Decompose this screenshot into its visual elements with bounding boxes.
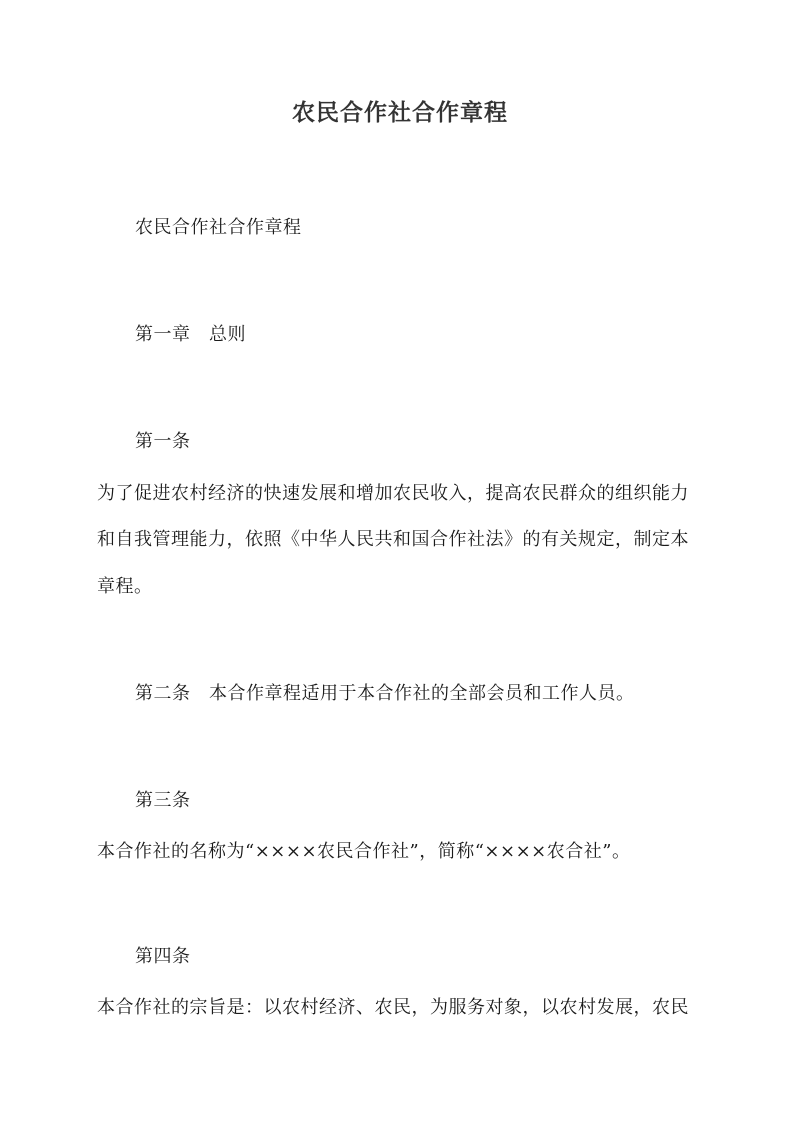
- article-1-text-line-2: 和自我管理能力，依照《中华人民共和国合作社法》的有关规定，制定本: [97, 529, 689, 550]
- chapter-heading: 第一章 总则: [135, 324, 246, 345]
- article-1-heading: 第一条: [135, 431, 191, 452]
- article-4-heading: 第四条: [135, 946, 191, 967]
- article-1-text-line-3: 章程。: [97, 576, 153, 597]
- article-1-text-line-1: 为了促进农村经济的快速发展和增加农民收入，提高农民群众的组织能力: [97, 483, 689, 504]
- article-2-line: 第二条 本合作章程适用于本合作社的全部会员和工作人员。: [135, 683, 635, 704]
- article-3-heading: 第三条: [135, 790, 191, 811]
- document-title: 农民合作社合作章程: [292, 99, 508, 126]
- article-4-text-line-1: 本合作社的宗旨是：以农村经济、农民，为服务对象，以农村发展，农民: [97, 997, 689, 1018]
- subtitle-line: 农民合作社合作章程: [135, 217, 302, 238]
- article-3-text-line-1: 本合作社的名称为“××××农民合作社”，简称“××××农合社”。: [97, 841, 631, 862]
